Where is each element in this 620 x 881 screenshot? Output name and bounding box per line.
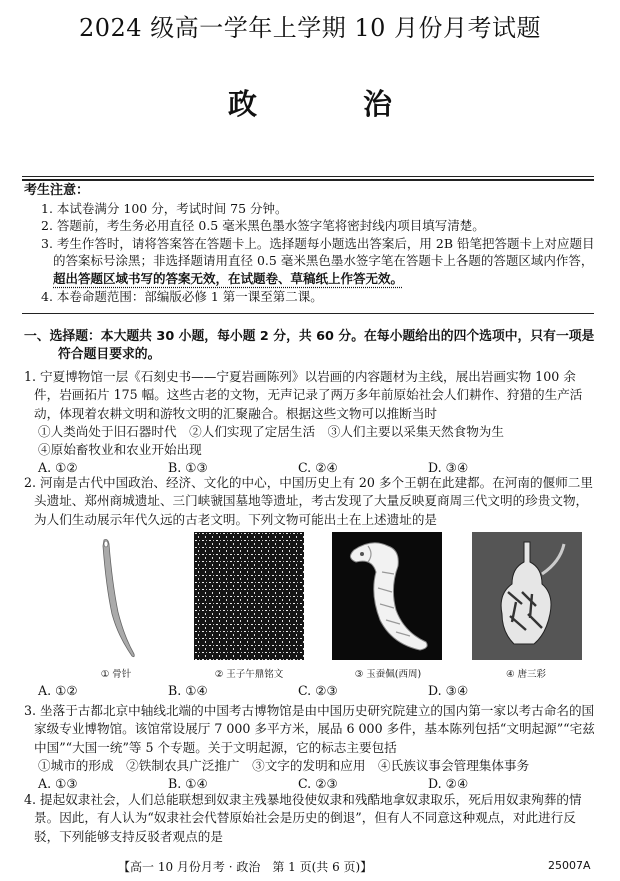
question-1-stem: 1. 宁夏博物馆一层《石刻史书——宁夏岩画陈列》以岩画的内容题材为主线，展出岩画实物 100 余件，岩画拓片 175 幅。这些古老的文物，无声记录了两万多年前原始社会人们耕作、狩猎的生产活动，体现着农耕文明和游牧文明的汇聚融合。根据这些文物可以推断当时 [24,369,583,421]
question-1-statements-2: ④原始畜牧业和农业开始出现 [38,442,202,458]
notice-heading: 考生注意： [24,183,90,198]
option-d: D. ②④ [428,776,469,792]
divider-top [22,176,594,177]
question-1 [24,368,596,478]
subject-title: 政 治 [227,87,441,121]
notice-item-3-text: 3. 考生作答时，请将答案答在答题卡上。选择题每小题选出答案后，用 2B 铅笔把答题卡上对应题目的答案标号涂黑；非选择题请用直径 0.5 毫米黑色墨水签字笔在答题卡上各题的答题区域内作答， [41,235,595,269]
question-2 [24,474,596,529]
option-d: D. ③④ [428,460,469,476]
option-a: A. ①② [38,460,78,476]
divider-top-bold [22,179,594,181]
question-2-figures [24,532,596,680]
option-d: D. ③④ [428,683,469,698]
notice-item-1: 1. 本试卷满分 100 分，考试时间 75 分钟。 [41,200,288,216]
caption-1: ① 骨针 [100,669,132,680]
option-a: A. ①③ [38,776,78,792]
inscription-rubbing-image [194,532,304,672]
question-3 [24,702,596,793]
caption-4: ④ 唐三彩 [505,669,547,680]
footer-code: 25007A [548,859,591,872]
option-c: C. ②③ [298,776,338,792]
section-heading [24,328,596,364]
notice-item-3 [24,235,596,288]
question-2-stem: 2. 河南是古代中国政治、经济、文化的中心，中国历史上有 20 多个王朝在此建都。在河南的偃师二里头遗址、郑州商城遗址、三门峡虢国墓地等遗址，考古发现了大量反映夏商周三代文明的珍贵文物，为人们生动展示年代久远的古老文明。下列文物可能出土在上述遗址的是 [24,475,593,527]
option-b: B. ①④ [168,776,208,792]
footer-page-info: 【高一 10 月份月考 · 政治 第 1 页(共 6 页)】 [118,860,373,874]
jade-silkworm-image [332,532,442,672]
question-3-statements: ①城市的形成 ②铁制农具广泛推广 ③文字的发明和应用 ④氏族议事会管理集体事务 [38,757,530,773]
question-1-statements-1: ①人类尚处于旧石器时代 ②人们实现了定居生活 ③人们主要以采集天然食物为生 [38,423,504,439]
question-2-options [24,683,558,698]
section-line-1: 一、选择题：本大题共 30 小题，每小题 2 分，共 60 分。在每小题给出的四个选项中，只有一项是 [24,329,595,344]
option-c: C. ②③ [298,683,338,698]
option-c: C. ②④ [298,460,338,476]
question-4 [24,791,596,846]
question-4-stem: 4. 提起奴隶社会，人们总能联想到奴隶主残暴地役使奴隶和残酷地拿奴隶取乐，死后用奴隶殉葬的情景。因此，有人认为“奴隶社会代替原始社会是历史的倒退”，但有人不同意这种观点，对此进行反驳，下列能够支持反驳者观点的是 [24,792,582,844]
notice-block [24,182,596,305]
exam-title: 2024 级高一学年上学期 10 月份月考试题 [78,14,541,42]
caption-2: ② 王子午鼎铭文 [214,669,284,680]
notice-emphasis: 超出答题区域书写的答案无效，在试题卷、草稿纸上作答无效。 [53,270,404,286]
caption-3: ③ 玉蚕佩(西周) [354,669,422,680]
notice-item-4: 4. 本卷命题范围：部编版必修 1 第一课至第二课。 [41,288,323,304]
divider-notice [22,313,594,314]
bone-needle-image [56,532,166,672]
notice-item-2: 2. 答题前，考生务必用直径 0.5 毫米黑色墨水签字笔将密封线内项目填写清楚。 [41,218,485,234]
section-line-2: 符合题目要求的。 [58,347,161,362]
option-a: A. ①② [38,683,78,698]
option-b: B. ①④ [168,683,208,698]
question-3-stem: 3. 坐落于古都北京中轴线北端的中国考古博物馆是由中国历史研究院建立的国内第一家以考古命名的国家级专业博物馆。该馆常设展厅 7 000 多平方米，展品 6 000 多件，基本陈列包括“文明起源”“宅兹中国”“大国一统”等 5 个专题。关于文明起源，它的标志主要包括 [24,703,595,755]
tang-sancai-image [472,532,582,672]
option-b: B. ①③ [168,460,208,476]
